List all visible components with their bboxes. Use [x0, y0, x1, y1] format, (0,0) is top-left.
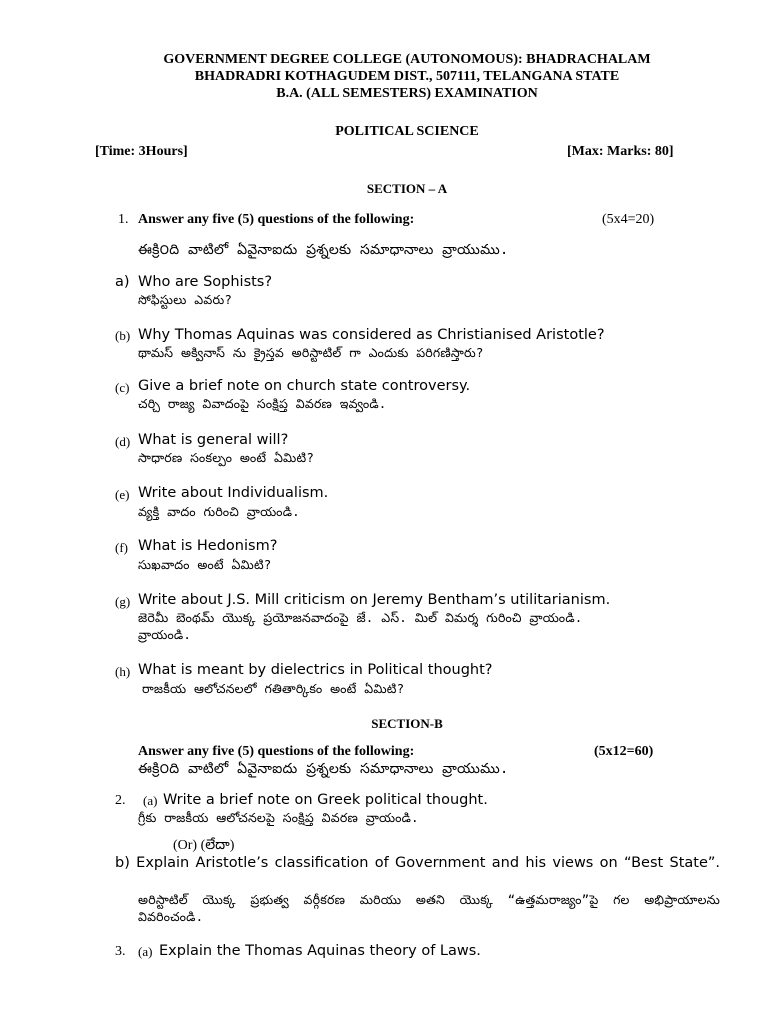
question-text-telugu: సుఖవాదం అంటే ఏమిటి? — [138, 557, 272, 572]
question-label: (b) — [115, 328, 131, 343]
question-label: (d) — [115, 434, 131, 449]
max-marks: [Max: Marks: 80] — [567, 144, 674, 159]
question-text: b) Explain Aristotle’s classification of Government and his views on “Best State”. — [115, 855, 720, 871]
question-text-telugu: జెరెమీ బెంథమ్ యొక్క ప్రయోజనవాదంపై జే. ఎస్. మిల్ విమర్శ గురించి వ్రాయండి. — [138, 610, 583, 625]
question-text: What is general will? — [138, 432, 289, 448]
section-a-instruction: Answer any five (5) questions of the following: — [138, 212, 415, 227]
question-text-telugu: వ్యక్తి వాదం గురించి వ్రాయండి. — [138, 504, 300, 519]
question-label: (f) — [115, 540, 128, 555]
question-text-telugu: సోఫిస్టులు ఎవరు? — [138, 292, 233, 307]
question-number: 1. — [118, 212, 129, 227]
section-a-marks: (5x4=20) — [602, 212, 655, 227]
section-b-instruction-telugu: ఈక్రి౦ది వాటిలో ఏవైనాఐదు ప్రశ్నలకు సమాధానాలు వ్రాయుము. — [138, 761, 509, 777]
question-label: (g) — [115, 594, 131, 609]
question-text: Who are Sophists? — [138, 274, 273, 290]
question-number: 2. — [115, 793, 126, 808]
exam-title: B.A. (ALL SEMESTERS) EXAMINATION — [276, 86, 538, 101]
question-label: (a) — [143, 793, 158, 808]
question-text-telugu: గ్రీకు రాజకీయ ఆలోచనలపై సంక్షిప్త వివరణ వ్రాయండి. — [138, 810, 419, 825]
question-text: Write about J.S. Mill criticism on Jeremy Bentham’s utilitarianism. — [138, 592, 611, 608]
question-label: (h) — [115, 664, 131, 679]
subject-title: POLITICAL SCIENCE — [335, 124, 479, 139]
question-text-telugu-continued: వ్రాయండి. — [138, 627, 192, 642]
question-text: Write about Individualism. — [138, 485, 329, 501]
college-name: GOVERNMENT DEGREE COLLEGE (AUTONOMOUS): BHADRACHALAM — [163, 52, 651, 67]
section-b-marks: (5x12=60) — [594, 744, 654, 759]
question-text: Why Thomas Aquinas was considered as Christianised Aristotle? — [138, 327, 605, 343]
question-text-telugu: అరిస్టాటిల్ యొక్క ప్రభుత్వ వర్గీకరణ మరియు అతని యొక్క “ఉత్తమరాజ్యం”పై గల అభిప్రాయాలను వివరించండి. — [138, 892, 720, 924]
question-text-telugu: చర్చి రాజ్య వివాదంపై సంక్షిప్త వివరణ ఇవ్వండి. — [138, 396, 387, 411]
question-text-telugu: థామస్ అక్వినాస్ ను క్రైస్తవ అరిస్టాటిల్ గా ఎందుకు పరిగణిస్తారు? — [138, 345, 484, 360]
section-b-instruction: Answer any five (5) questions of the following: — [138, 744, 415, 759]
section-a-instruction-telugu: ఈక్రి౦ది వాటిలో ఏవైనాఐదు ప్రశ్నలకు సమాధానాలు వ్రాయుము. — [138, 242, 509, 258]
or-separator: (Or) (లేదా) — [173, 838, 235, 853]
section-a-title: SECTION – A — [366, 181, 448, 196]
college-address: BHADRADRI KOTHAGUDEM DIST., 507111, TELANGANA STATE — [194, 69, 620, 84]
question-label: (a) — [138, 944, 153, 959]
section-b-title: SECTION-B — [371, 716, 443, 731]
question-label: (c) — [115, 380, 130, 395]
question-number: 3. — [115, 944, 126, 959]
question-text-telugu: రాజకీయ ఆలోచనలలో గతితార్కికం అంటే ఏమిటి? — [142, 681, 405, 696]
question-text: Give a brief note on church state controversy. — [138, 378, 471, 394]
exam-time: [Time: 3Hours] — [95, 144, 188, 159]
question-text: Explain the Thomas Aquinas theory of Laws. — [159, 943, 481, 959]
question-label: a) — [115, 274, 130, 290]
question-text: What is meant by dielectrics in Political thought? — [138, 662, 493, 678]
question-text: What is Hedonism? — [138, 538, 278, 554]
question-text: Write a brief note on Greek political thought. — [163, 792, 488, 808]
question-text-telugu: సాధారణ సంకల్పం అంటే ఏమిటి? — [138, 450, 315, 465]
question-label: (e) — [115, 487, 130, 502]
